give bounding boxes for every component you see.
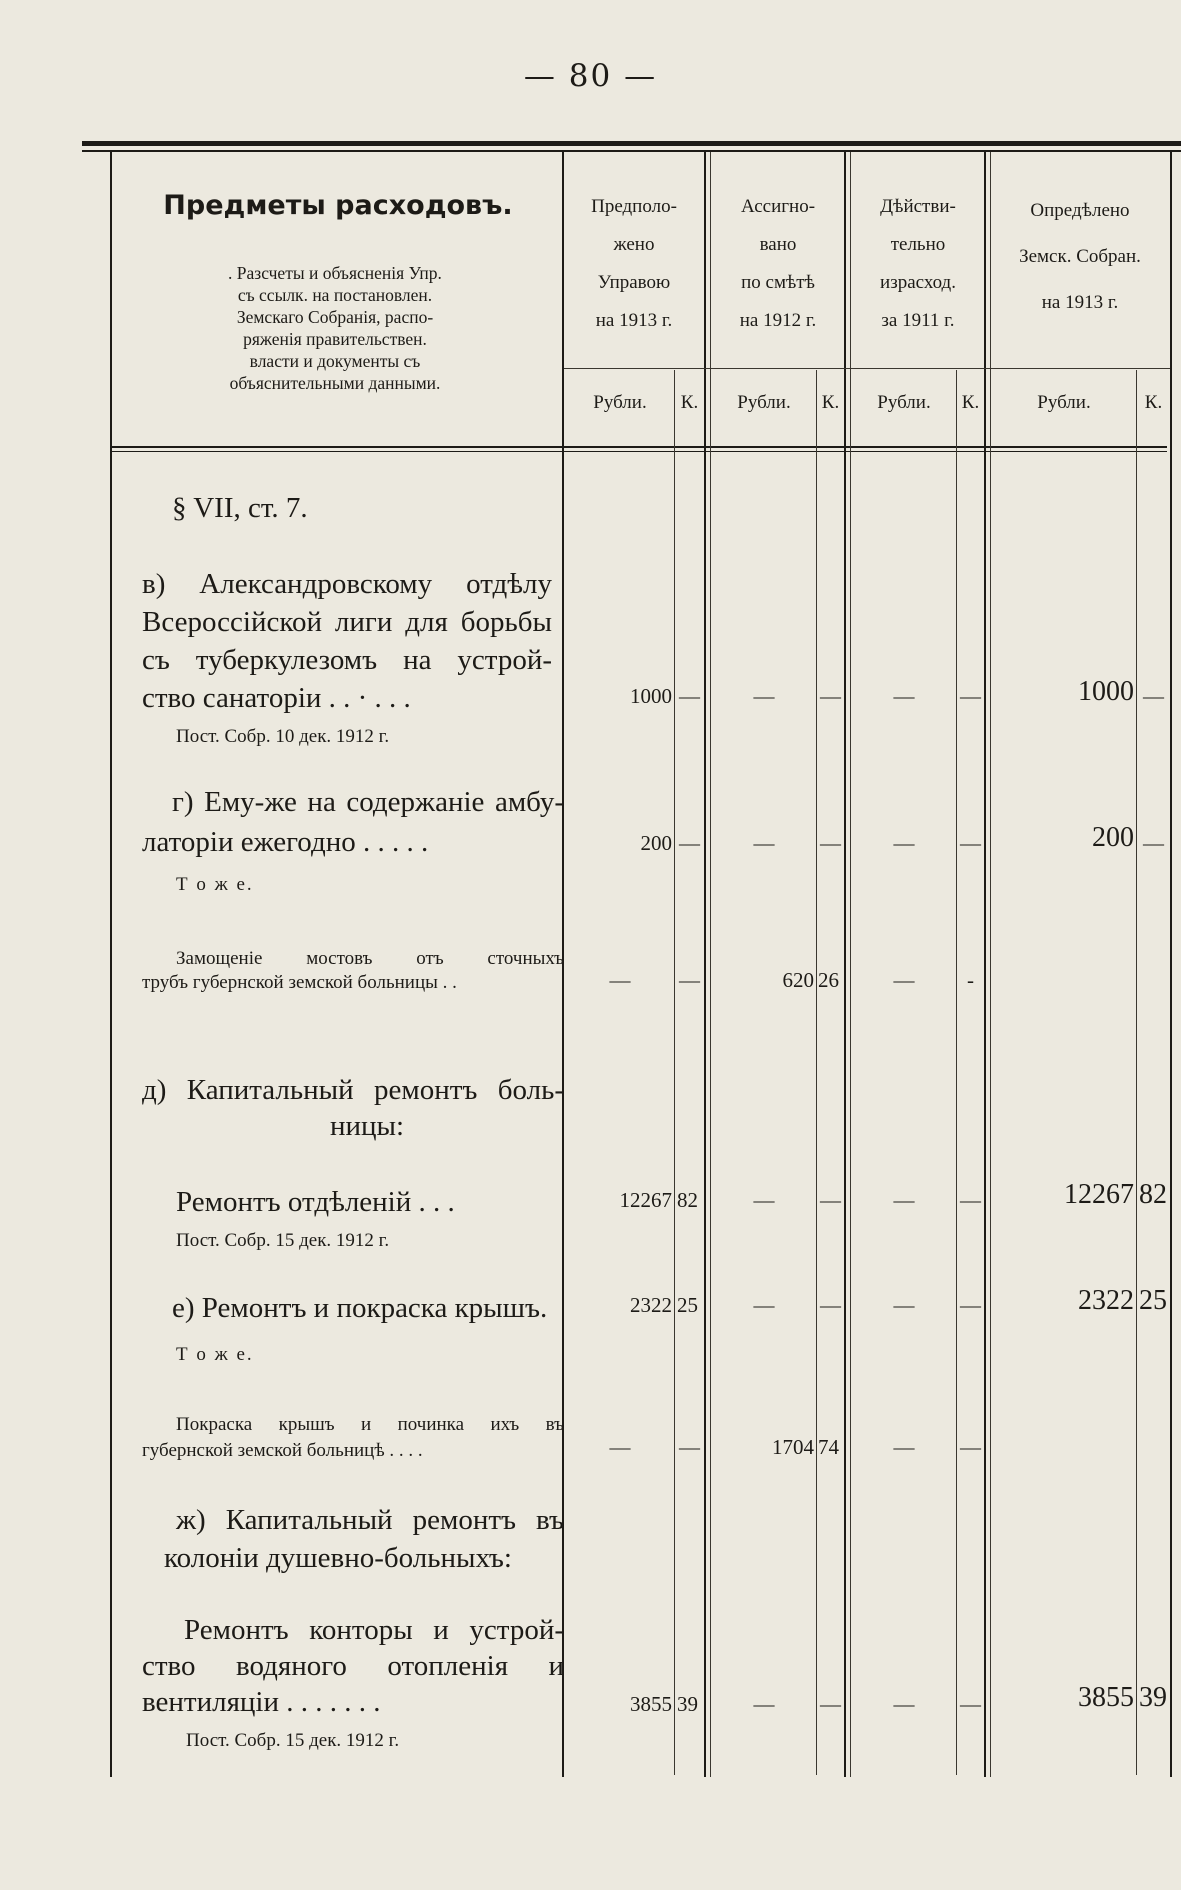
item-k-line: вентиляціи . . . . . . . — [142, 1686, 381, 1718]
header-line: Предполо- — [591, 196, 677, 217]
cell-value: 25 — [677, 1293, 698, 1317]
cell-value: - — [967, 968, 974, 992]
header-line: Земск. Собран. — [1019, 246, 1141, 267]
subtitle-line: . Разсчеты и объясненія Упр. — [228, 263, 442, 283]
kop-divider-3 — [956, 370, 957, 1775]
cell-value: 25 — [1139, 1285, 1167, 1316]
item-p-line: губернской земской больницѣ . . . . — [142, 1440, 423, 1461]
item-k-line: ство водяного отопленія и — [142, 1650, 564, 1682]
divider-col1 — [704, 152, 706, 1777]
cell-value: — — [820, 684, 841, 708]
section-heading: § VII, ст. 7. — [172, 492, 308, 524]
header-line: Дѣйстви- — [880, 196, 956, 217]
kop-divider-2 — [816, 370, 817, 1775]
cell-value: — — [1143, 831, 1164, 855]
cell-value: — — [1143, 684, 1164, 708]
cell-value: 3855 — [630, 1692, 672, 1716]
unit-rub-2: Рубли. — [737, 392, 791, 413]
header-line: на 1913 г. — [1041, 292, 1119, 313]
unit-row-rule — [564, 368, 1170, 369]
cell-value: — — [679, 831, 700, 855]
subtitle-line: съ ссылк. на постановлен. — [237, 285, 433, 305]
item-g-line: латоріи ежегодно . . . . . — [142, 826, 429, 858]
cell-value: — — [753, 831, 775, 855]
item-g-note: Т о ж е. — [176, 874, 254, 895]
cell-value: — — [893, 1293, 915, 1317]
item-v-line: в) Александровскому отдѣлу — [142, 568, 552, 600]
cell-value: — — [820, 1293, 841, 1317]
cell-value: — — [753, 1692, 775, 1716]
cell-value: — — [609, 1435, 631, 1459]
unit-kop-3: К. — [961, 392, 980, 413]
item-p-line: Покраска крышъ и починка ихъ въ — [176, 1414, 564, 1435]
cell-value: — — [893, 1692, 915, 1716]
item-g-line: г) Ему-же на содержаніе амбу- — [172, 786, 564, 818]
left-border — [110, 152, 112, 1777]
subtitle-line: Земскаго Собранія, распо- — [236, 307, 434, 327]
item-k-note: Пост. Собр. 15 дек. 1912 г. — [186, 1730, 400, 1751]
divider-col1-thin — [710, 152, 711, 1777]
unit-kop-2: К. — [821, 392, 840, 413]
header-line: израсход. — [880, 272, 956, 293]
cell-value: 620 — [782, 968, 814, 992]
divider-col2 — [844, 152, 846, 1777]
cell-value: 39 — [677, 1692, 698, 1716]
header-bottom-rule-thin — [110, 451, 1167, 452]
unit-rub-3: Рубли. — [877, 392, 931, 413]
header-line: по смѣтѣ — [741, 272, 815, 293]
cell-value: — — [960, 1435, 981, 1459]
item-rem-note: Пост. Собр. 15 дек. 1912 г. — [176, 1230, 390, 1251]
header-line: Опредѣлено — [1030, 200, 1130, 221]
cell-value: 1000 — [1078, 676, 1134, 707]
cell-value: — — [679, 684, 700, 708]
cell-value: 2322 — [1078, 1285, 1134, 1316]
cell-value: 26 — [818, 968, 839, 992]
cell-value: — — [893, 1435, 915, 1459]
cell-value: — — [960, 1692, 981, 1716]
cell-value: — — [960, 1188, 981, 1212]
cell-value: 200 — [1092, 822, 1134, 853]
cell-value: 12267 — [1064, 1179, 1134, 1210]
item-v-line: съ туберкулезомъ на устрой- — [142, 644, 552, 676]
item-v-line: Всероссійской лиги для борьбы — [142, 606, 552, 638]
column-header-proposed — [566, 188, 702, 340]
page-number: — 80 — — [523, 58, 658, 94]
table-top-rule — [82, 141, 1181, 146]
item-k-line: Ремонтъ конторы и устрой- — [184, 1614, 564, 1646]
cell-value: 82 — [1139, 1179, 1167, 1210]
cell-value: — — [893, 968, 915, 992]
cell-value: — — [893, 831, 915, 855]
item-z-line: Замощеніе мостовъ отъ сточныхъ — [176, 948, 564, 969]
column-header-approved — [992, 188, 1168, 326]
column-title: Предметы расходовъ. — [163, 190, 513, 221]
kop-divider-1 — [674, 370, 675, 1775]
subtitle-line: объяснительными данными. — [229, 373, 441, 393]
item-zh-line: ж) Капитальный ремонтъ въ — [176, 1504, 564, 1536]
column-subtitle — [175, 262, 495, 394]
item-v-line: ство санаторіи . . · . . . — [142, 682, 411, 714]
divider-col3-thin — [990, 152, 991, 1777]
item-zh-line: колоніи душевно-больныхъ: — [164, 1542, 512, 1574]
cell-value: 200 — [640, 831, 672, 855]
item-e-line: е) Ремонтъ и покраска крышъ. — [172, 1292, 548, 1324]
unit-kop-1: К. — [680, 392, 699, 413]
cell-value: 3855 — [1078, 1682, 1134, 1713]
column-header-spent — [852, 188, 984, 340]
cell-value: — — [960, 831, 981, 855]
kop-divider-4 — [1136, 370, 1137, 1775]
unit-kop-4: К. — [1144, 392, 1163, 413]
divider-col3 — [984, 152, 986, 1777]
header-line: на 1912 г. — [739, 310, 817, 331]
item-e-note: Т о ж е. — [176, 1344, 254, 1365]
column-header-assigned — [712, 188, 844, 340]
subtitle-line: ряженія правительствен. — [243, 329, 427, 349]
item-v-note: Пост. Собр. 10 дек. 1912 г. — [176, 726, 390, 747]
cell-value: — — [679, 968, 700, 992]
cell-value: — — [960, 684, 981, 708]
cell-value: — — [960, 1293, 981, 1317]
header-line: жено — [613, 234, 655, 255]
unit-rub-4: Рубли. — [1037, 392, 1091, 413]
item-d-line: ницы: — [330, 1110, 405, 1142]
header-bottom-rule — [110, 446, 1167, 448]
item-z-line: трубъ губернской земской больницы . . — [142, 972, 457, 993]
item-rem-line: Ремонтъ отдѣленій . . . — [176, 1186, 455, 1218]
cell-value: 74 — [818, 1435, 839, 1459]
cell-value: — — [753, 1188, 775, 1212]
header-line: за 1911 г. — [881, 310, 955, 331]
cell-value: — — [820, 1188, 841, 1212]
cell-value: — — [893, 684, 915, 708]
subtitle-line: власти и документы съ — [249, 351, 421, 371]
cell-value: — — [679, 1435, 700, 1459]
cell-value: 1704 — [772, 1435, 814, 1459]
header-line: вано — [759, 234, 797, 255]
header-line: на 1913 г. — [595, 310, 673, 331]
right-border — [1170, 152, 1172, 1777]
header-line: тельно — [890, 234, 946, 255]
divider-col2-thin — [850, 152, 851, 1777]
cell-value: — — [820, 831, 841, 855]
table-top-rule-thin — [82, 150, 1181, 152]
header-line: Управою — [597, 272, 671, 293]
cell-value: — — [893, 1188, 915, 1212]
cell-value: — — [820, 1692, 841, 1716]
header-line: Ассигно- — [740, 196, 816, 217]
cell-value: — — [753, 684, 775, 708]
cell-value: — — [609, 968, 631, 992]
unit-rub-1: Рубли. — [593, 392, 647, 413]
cell-value: 12267 — [619, 1188, 672, 1212]
cell-value: 2322 — [630, 1293, 672, 1317]
cell-value: 1000 — [630, 684, 672, 708]
cell-value: 82 — [677, 1188, 698, 1212]
cell-value: 39 — [1139, 1682, 1167, 1713]
cell-value: — — [753, 1293, 775, 1317]
item-d-line: д) Капитальный ремонтъ боль- — [142, 1074, 564, 1106]
